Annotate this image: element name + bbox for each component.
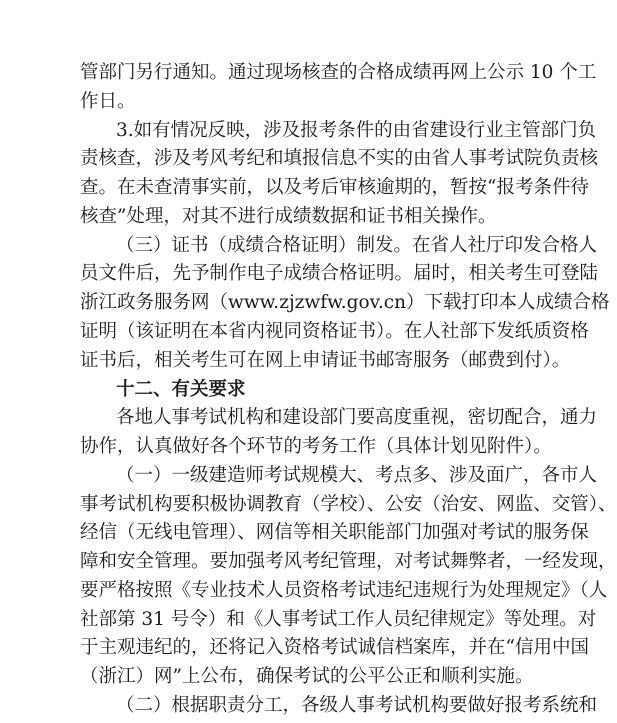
text-line: （一）一级建造师考试规模大、考点多、涉及面广，各市人 — [116, 465, 598, 486]
text-line: 要严格按照《专业技术人员资格考试违纪违规行为处理规定》（人 — [80, 580, 608, 601]
text-line: 证书后，相关考生可在网上申请证书邮寄服务（邮费到付）。 — [80, 350, 571, 371]
text-line: 核查”处理，对其不进行成绩数据和证书相关操作。 — [80, 206, 497, 227]
text-line: 作日。 — [80, 91, 136, 112]
section-heading: 十二、有关要求 — [116, 379, 246, 400]
text-line: 于主观违纪的，还将记入资格考试诚信档案库，并在“信用中国 — [80, 637, 589, 658]
text-line: 员文件后，先予制作电子成绩合格证明。届时，相关考生可登陆 — [80, 263, 599, 284]
text-line: （二）根据职责分工，各级人事考试机构要做好报考系统和 — [116, 695, 598, 716]
text-line: 3.如有情况反映，涉及报考条件的由省建设行业主管部门负 — [116, 120, 597, 141]
text-line: （三）证书（成绩合格证明）制发。在省人社厅印发合格人 — [116, 235, 598, 256]
text-line: 协作，认真做好各个环节的考务工作（具体计划见附件）。 — [80, 436, 552, 457]
text-line: 查。在未查清事实前，以及考后审核逾期的，暂按“报考条件待 — [80, 177, 589, 198]
text-line: （浙江）网”上公布，确保考试的公平公正和顺利实施。 — [80, 666, 534, 687]
text-line: 各地人事考试机构和建设部门要高度重视，密切配合，通力 — [116, 407, 598, 428]
text-line: 事考试机构要积极协调教育（学校）、公安（治安、网监、交管）、 — [80, 494, 617, 515]
text-line: 障和安全管理。要加强考风考纪管理，对考试舞弊者，一经发现， — [80, 551, 617, 572]
text-line: 管部门另行通知。通过现场核查的合格成绩再网上公示 10 个工 — [80, 62, 597, 83]
text-line: 经信（无线电管理）、网信等相关职能部门加强对考试的服务保 — [80, 522, 589, 543]
text-line: 浙江政务服务网（www.zjzwfw.gov.cn）下载打印本人成绩合格 — [80, 292, 610, 313]
text-line: 证明（该证明在本省内视同资格证书）。在人社部下发纸质资格 — [80, 321, 589, 342]
text-line: 责核查，涉及考风考纪和填报信息不实的由省人事考试院负责核 — [80, 148, 599, 169]
text-line: 社部第 31 号令）和《人事考试工作人员纪律规定》等处理。对 — [80, 609, 597, 630]
